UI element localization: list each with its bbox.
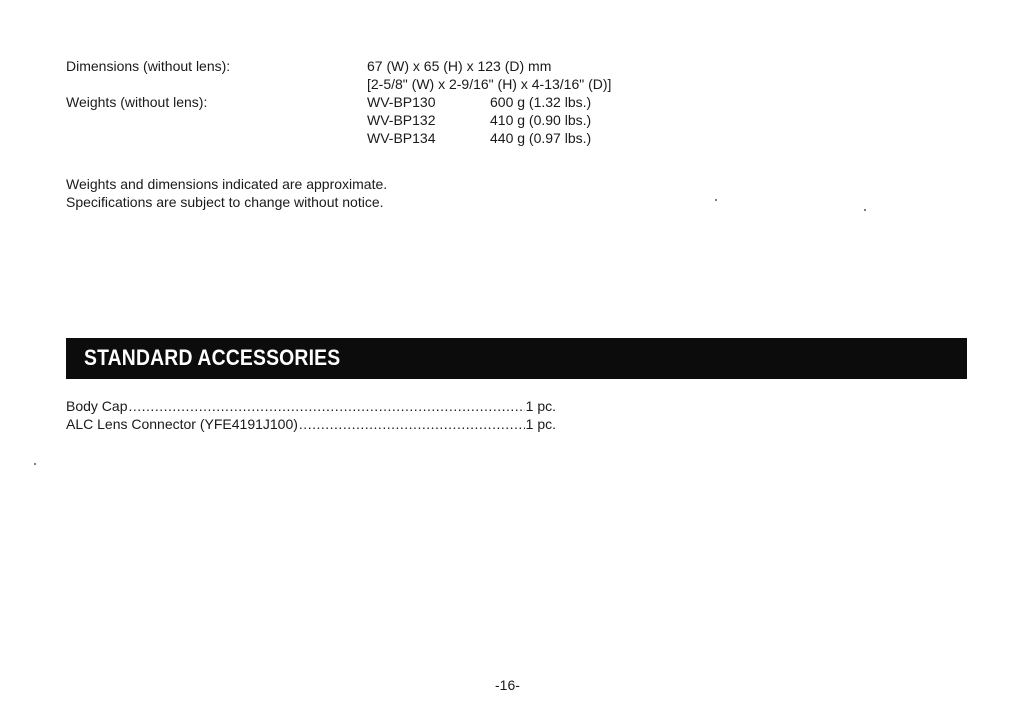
scan-speck	[715, 199, 717, 201]
accessory-quantity: 1 pc.	[525, 416, 556, 432]
dimensions-value: 67 (W) x 65 (H) x 123 (D) mm	[367, 58, 552, 74]
list-item	[66, 397, 556, 415]
weight-value: 440 g (0.97 lbs.)	[490, 130, 592, 146]
weights-label: Weights (without lens):	[66, 94, 208, 110]
dimensions-label: Dimensions (without lens):	[66, 58, 231, 74]
section-banner	[66, 338, 967, 379]
accessory-name: Body Cap	[66, 398, 128, 414]
accessory-name: ALC Lens Connector (YFE4191J100)	[66, 416, 298, 432]
accessory-quantity: 1 pc.	[525, 398, 556, 414]
weight-model: WV-BP132	[367, 112, 436, 128]
note-change-notice: Specifications are subject to change without notice.	[66, 194, 384, 210]
scan-speck	[864, 209, 866, 211]
weight-value: 410 g (0.90 lbs.)	[490, 112, 592, 128]
weight-value: 600 g (1.32 lbs.)	[490, 94, 592, 110]
note-approximate: Weights and dimensions indicated are approximate.	[66, 176, 388, 192]
page-number: -16-	[495, 677, 520, 693]
weight-model: WV-BP130	[367, 94, 436, 110]
dot-leader	[128, 397, 524, 415]
dimensions-inches: [2-5/8" (W) x 2-9/16" (H) x 4-13/16" (D)]	[367, 76, 612, 92]
scan-speck	[34, 463, 36, 465]
weight-model: WV-BP134	[367, 130, 436, 146]
list-item	[66, 415, 556, 433]
section-title: STANDARD ACCESSORIES	[84, 345, 341, 370]
dot-leader	[299, 415, 525, 433]
